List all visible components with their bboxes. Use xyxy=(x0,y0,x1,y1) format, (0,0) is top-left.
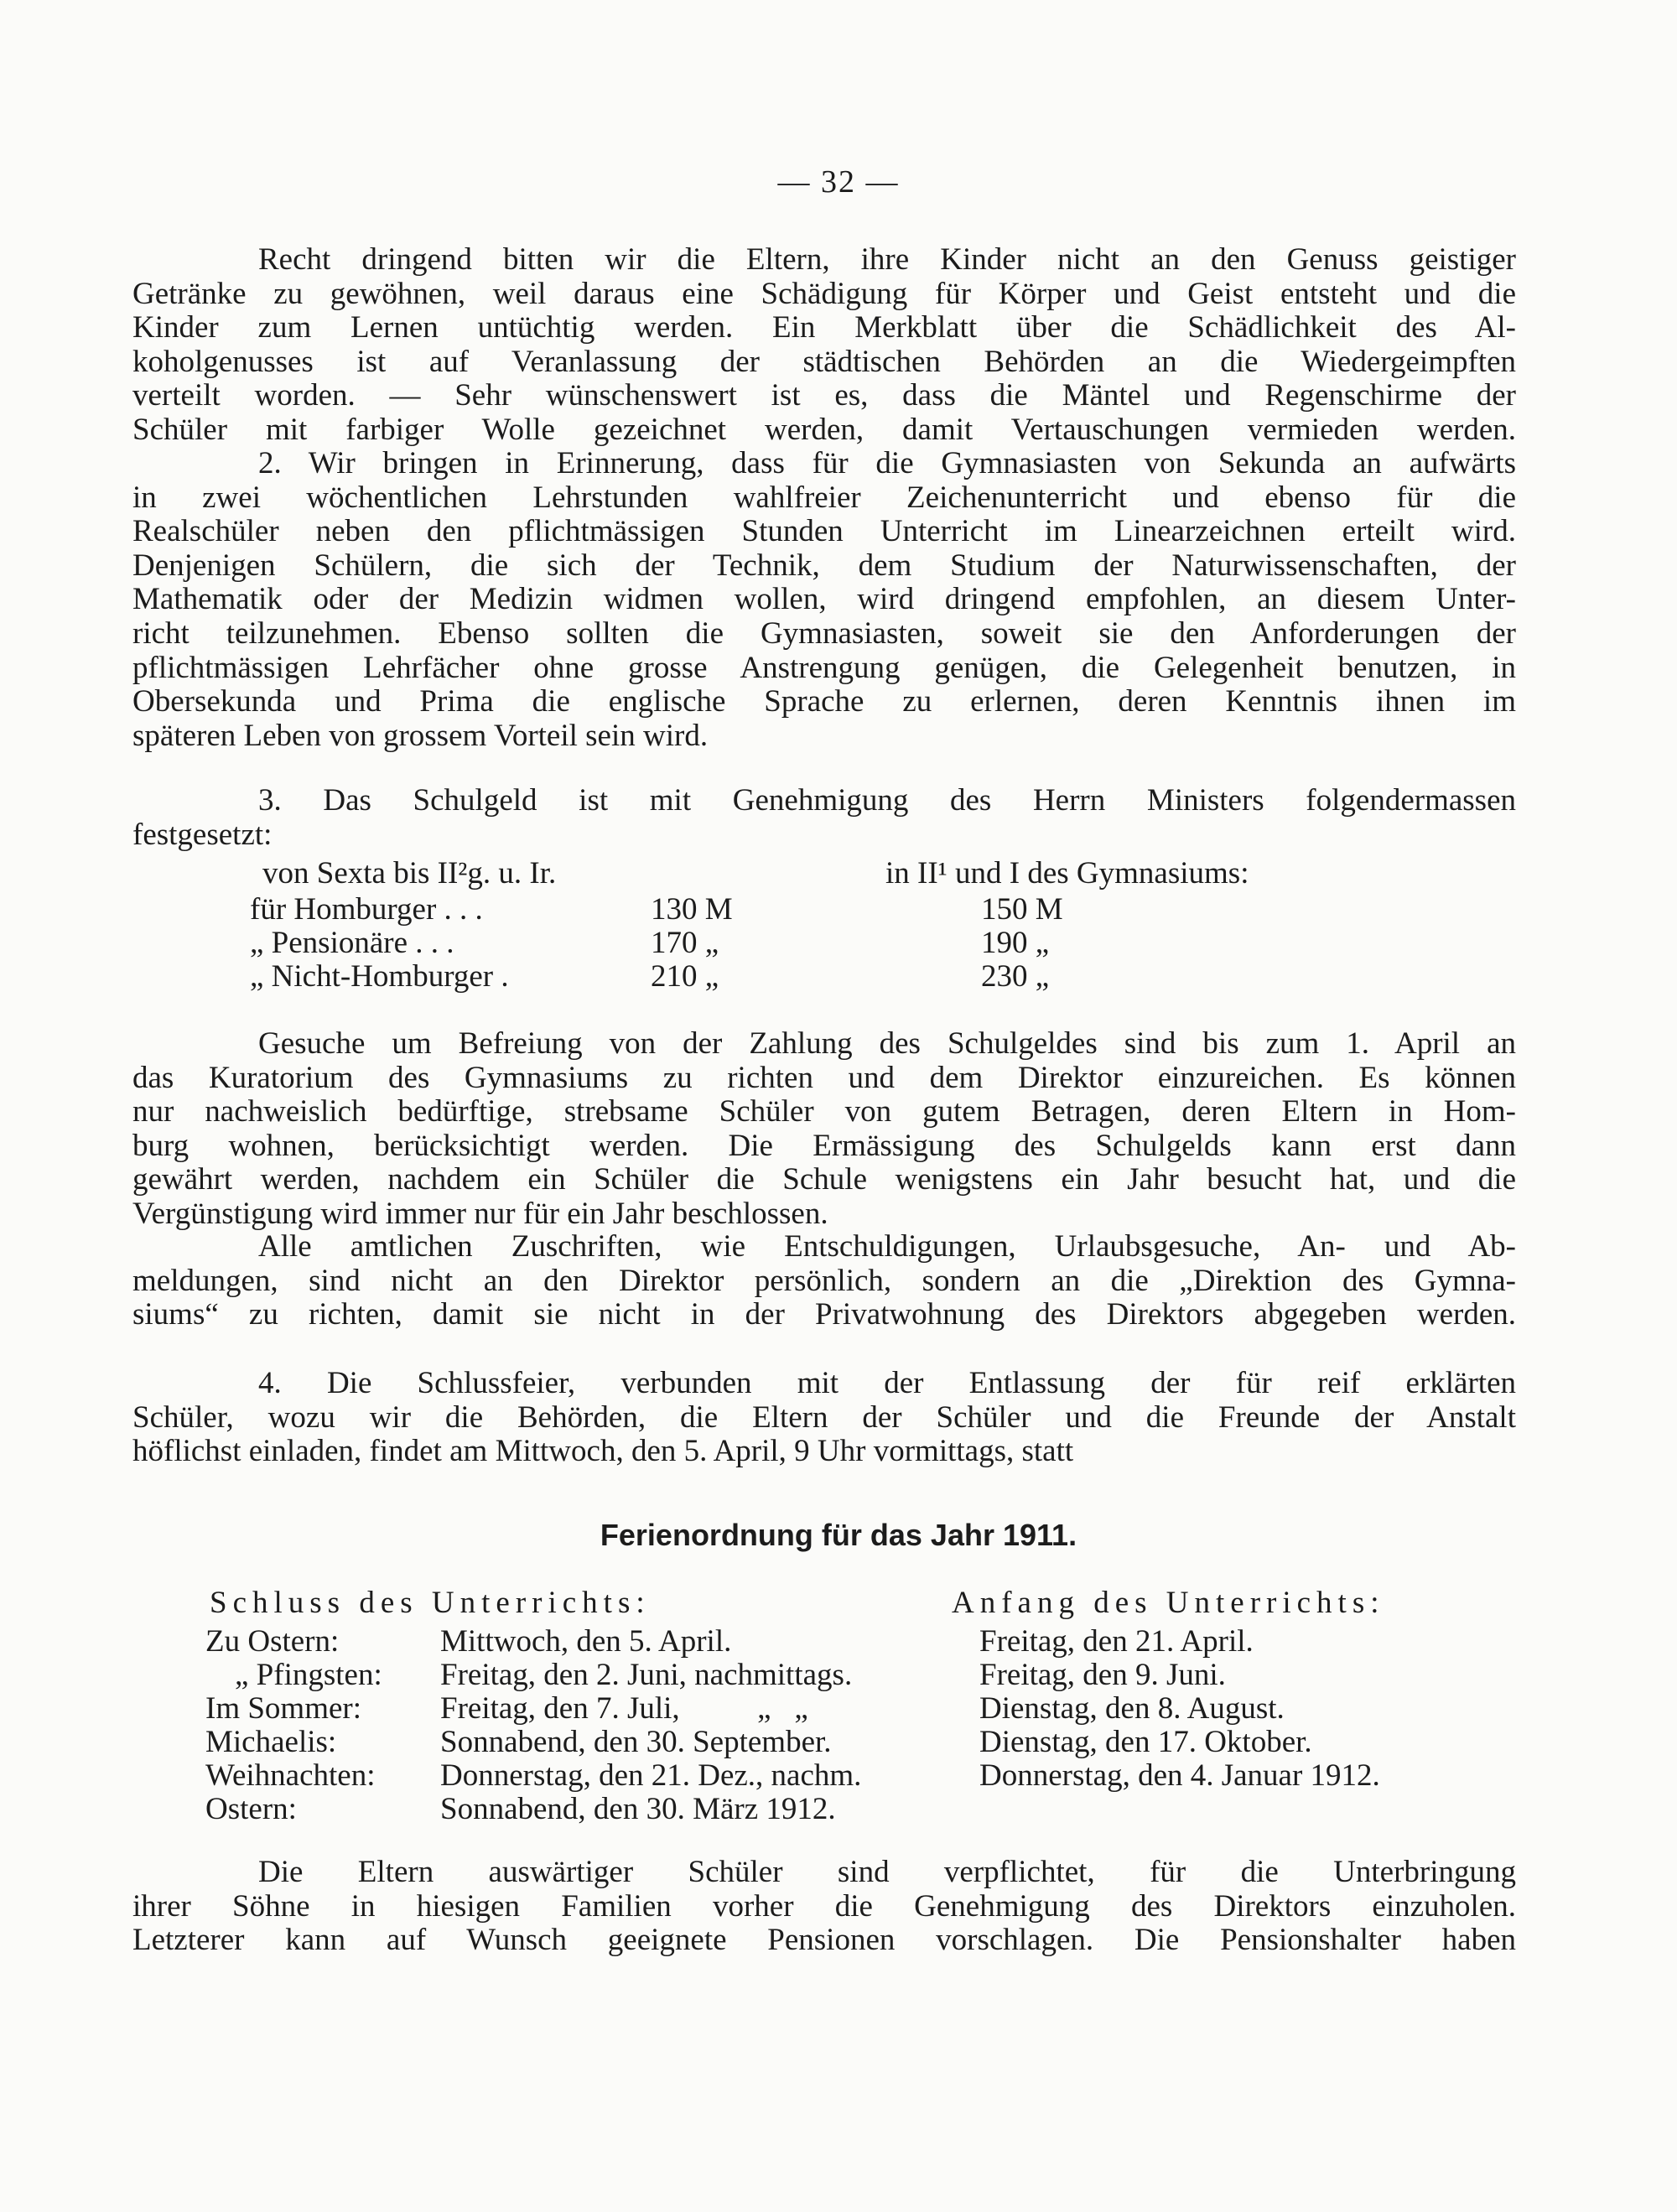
holiday-row xyxy=(201,1759,1543,1793)
fee-value-lower: 170 „ xyxy=(651,926,719,960)
text-line: verteilt worden. — Sehr wünschenswert ist es, dass die Mäntel und Regenschirme der xyxy=(132,378,1516,413)
text-line: Letzterer kann auf Wunsch geeignete Pensionen vorschlagen. Die Pensionshalter haben xyxy=(132,1923,1516,1958)
holiday-label: „ Pfingsten: xyxy=(235,1658,382,1692)
holiday-end: Sonnabend, den 30. März 1912. xyxy=(440,1792,836,1826)
text-line: Vergünstigung wird immer nur für ein Jahr beschlossen. xyxy=(132,1196,828,1231)
holiday-row xyxy=(201,1726,1543,1759)
fee-value-upper: 190 „ xyxy=(981,926,1050,960)
holiday-start: Dienstag, den 17. Oktober. xyxy=(979,1725,1312,1759)
text-line: Alle amtlichen Zuschriften, wie Entschuldigungen, Urlaubsgesuche, An- und Ab- xyxy=(258,1229,1516,1264)
holiday-end: Sonnabend, den 30. September. xyxy=(440,1725,832,1759)
fee-value-upper: 150 M xyxy=(981,892,1063,927)
holiday-row xyxy=(201,1625,1543,1659)
text-line: das Kuratorium des Gymnasiums zu richten und dem Direktor einzureichen. Es können xyxy=(132,1060,1516,1095)
text-line: siums“ zu richten, damit sie nicht in der Privatwohnung des Direktors abgegeben werden. xyxy=(132,1297,1516,1332)
paragraph-closing-ceremony xyxy=(132,1367,1516,1469)
text-line: 2. Wir bringen in Erinnerung, dass für die Gymnasiasten von Sekunda an aufwärts xyxy=(258,446,1516,480)
holiday-end: Freitag, den 2. Juni, nachmittags. xyxy=(440,1658,853,1692)
paragraph-drawing-lessons xyxy=(132,447,1516,753)
holiday-row xyxy=(201,1659,1543,1692)
text-line: meldungen, sind nicht an den Direktor persönlich, sondern an die „Direktion des Gymna- xyxy=(132,1263,1516,1298)
text-line: pflichtmässigen Lehrfächer ohne grosse Anstrengung genügen, die Gelegenheit benutzen, in xyxy=(132,650,1516,685)
text-line: Realschüler neben den pflichtmässigen Stunden Unterricht im Linearzeichnen erteilt wird. xyxy=(132,514,1516,549)
text-line: in zwei wöchentlichen Lehrstunden wahlfreier Zeichenunterricht und ebenso für die xyxy=(132,480,1516,515)
holiday-row xyxy=(201,1793,1543,1826)
page-number: — 32 — xyxy=(777,164,900,200)
text-line: 3. Das Schulgeld ist mit Genehmigung des Herrn Ministers folgendermassen xyxy=(258,783,1516,818)
holiday-end: Freitag, den 7. Juli, „ „ xyxy=(440,1691,808,1726)
text-line: Recht dringend bitten wir die Eltern, ihre Kinder nicht an den Genuss geistiger xyxy=(258,242,1516,277)
text-line: richt teilzunehmen. Ebenso sollten die Gymnasiasten, soweit sie den Anforderungen der xyxy=(132,615,1516,651)
holiday-start: Freitag, den 21. April. xyxy=(979,1624,1254,1659)
text-line: gewährt werden, nachdem ein Schüler die Schule wenigstens ein Jahr besucht hat, und die xyxy=(132,1162,1516,1197)
holiday-table-header xyxy=(201,1586,1543,1620)
text-line: Mathematik oder der Medizin widmen wollen, wird dringend empfohlen, an diesem Unter- xyxy=(132,582,1516,617)
fee-value-upper: 230 „ xyxy=(981,959,1050,994)
holiday-label: Weihnachten: xyxy=(205,1758,376,1793)
text-line: Getränke zu gewöhnen, weil daraus eine Schädigung für Körper und Geist entsteht und die xyxy=(132,276,1516,311)
text-line: Schüler mit farbiger Wolle gezeichnet werden, damit Vertauschungen vermieden werden. xyxy=(132,412,1516,447)
text-line: 4. Die Schlussfeier, verbunden mit der Entlassung der für reif erklärten xyxy=(258,1366,1516,1400)
text-line: Schüler, wozu wir die Behörden, die Eltern der Schüler und die Freunde der Anstalt xyxy=(132,1399,1516,1435)
paragraph-school-fees xyxy=(132,784,1516,852)
text-line: Denjenigen Schülern, die sich der Technik, dem Studium der Naturwissenschaften, der xyxy=(132,548,1516,583)
text-line: festgesetzt: xyxy=(132,817,273,852)
fee-col1-header: von Sexta bis II²g. u. Ir. xyxy=(262,856,557,891)
holiday-end: Mittwoch, den 5. April. xyxy=(440,1624,732,1659)
text-line: Obersekunda und Prima die englische Sprache zu erlernen, deren Kenntnis ihnen im xyxy=(132,684,1516,719)
text-line: burg wohnen, berücksichtigt werden. Die Ermässigung des Schulgelds kann erst dann xyxy=(132,1128,1516,1163)
text-line: nur nachweislich bedürftige, strebsame Schüler von gutem Betragen, deren Eltern in Hom- xyxy=(132,1094,1516,1129)
fee-row xyxy=(132,893,1516,927)
holiday-end: Donnerstag, den 21. Dez., nachm. xyxy=(440,1758,862,1793)
holiday-start: Freitag, den 9. Juni. xyxy=(979,1658,1226,1692)
fee-label: „ Nicht-Homburger . xyxy=(250,959,509,994)
fee-label: „ Pensionäre . . . xyxy=(250,926,454,960)
text-line: höflichst einladen, findet am Mittwoch, den 5. April, 9 Uhr vormittags, statt xyxy=(132,1434,1074,1469)
fee-row xyxy=(132,960,1516,994)
holiday-col-start-header: Anfang des Unterrichts: xyxy=(952,1586,1385,1620)
paragraph-boarding xyxy=(132,1856,1516,1958)
text-line: ihrer Söhne in hiesigen Familien vorher die Genehmigung des Direktors einzuholen. xyxy=(132,1888,1516,1924)
paragraph-alcohol xyxy=(132,243,1516,448)
text-line: koholgenusses ist auf Veranlassung der städtischen Behörden an die Wiedergeimpften xyxy=(132,344,1516,379)
holiday-table xyxy=(201,1586,1543,1826)
fee-value-lower: 130 M xyxy=(651,892,733,927)
fee-table-header xyxy=(132,857,1516,891)
text-line: Kinder zum Lernen untüchtig werden. Ein Merkblatt über die Schädlichkeit des Al- xyxy=(132,310,1516,345)
holiday-label: Michaelis: xyxy=(205,1725,337,1759)
holiday-start: Donnerstag, den 4. Januar 1912. xyxy=(979,1758,1380,1793)
text-line: Die Eltern auswärtiger Schüler sind verpflichtet, für die Unterbringung xyxy=(258,1855,1516,1889)
fee-col2-header: in II¹ und I des Gymnasiums: xyxy=(885,856,1249,891)
fee-label: für Homburger . . . xyxy=(250,892,483,927)
holiday-label: Zu Ostern: xyxy=(205,1624,340,1659)
text-line: Gesuche um Befreiung von der Zahlung des Schulgeldes sind bis zum 1. April an xyxy=(258,1026,1516,1061)
text-line: späteren Leben von grossem Vorteil sein wird. xyxy=(132,718,709,753)
holiday-label: Im Sommer: xyxy=(205,1691,362,1726)
holiday-start: Dienstag, den 8. August. xyxy=(979,1691,1285,1726)
paragraph-correspondence xyxy=(132,1230,1516,1332)
fee-row xyxy=(132,927,1516,960)
holiday-schedule-title: Ferienordnung für das Jahr 1911. xyxy=(600,1518,1077,1552)
paragraph-fee-exemption xyxy=(132,1027,1516,1232)
fee-table xyxy=(132,857,1516,994)
fee-value-lower: 210 „ xyxy=(651,959,719,994)
holiday-col-end-header: Schluss des Unterrichts: xyxy=(210,1586,651,1620)
holiday-label: Ostern: xyxy=(205,1792,297,1826)
holiday-row xyxy=(201,1692,1543,1726)
